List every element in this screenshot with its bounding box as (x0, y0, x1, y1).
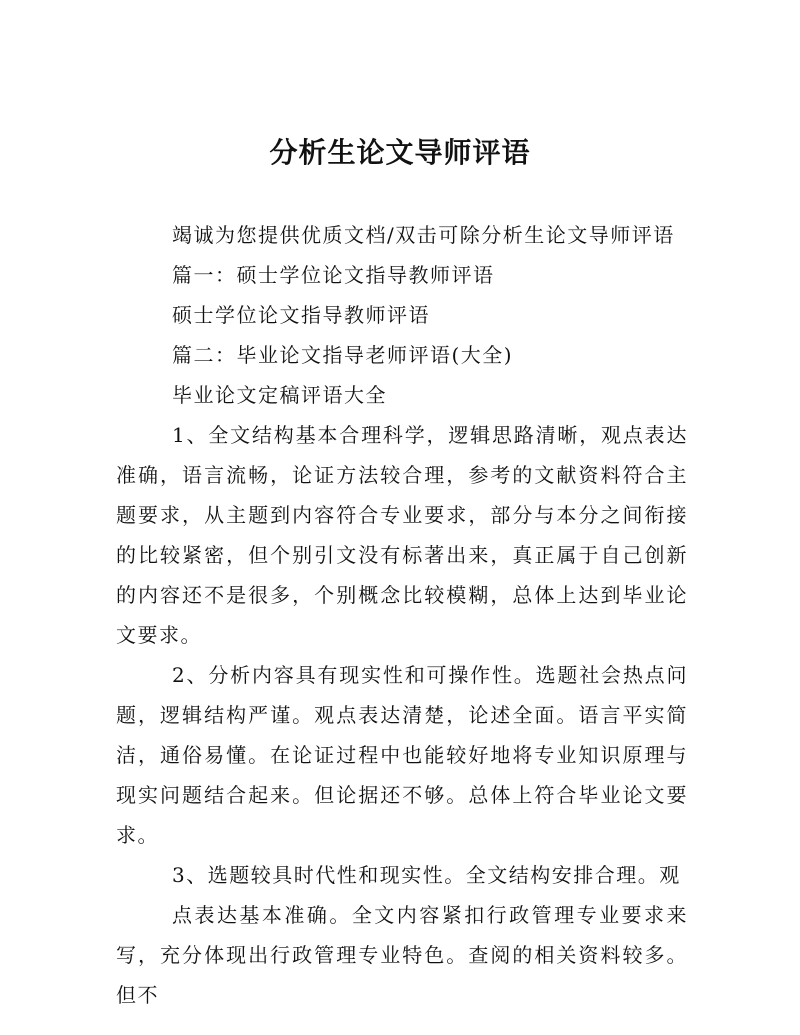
part2-subtitle: 毕业论文定稿评语大全 (172, 383, 387, 407)
part2-heading: 篇二：毕业论文指导老师评语(大全) (172, 343, 514, 367)
document-title: 分析生论文导师评语 (269, 136, 531, 169)
paragraph-3: 3、选题较具时代性和现实性。全文结构安排合理。观 (172, 863, 681, 887)
part1-heading: 篇一：硕士学位论文指导教师评语 (172, 263, 495, 287)
paragraph-2: 2、分析内容具有现实性和可操作性。选题社会热点问题，逻辑结构严谨。观点表达清楚，论述全面。语言平实简洁，通俗易懂。在论证过程中也能较好地将专业知识原理与现实问题结合起来。但论据还不够。总体上符合毕业论文要求。 (116, 663, 688, 847)
document-body (116, 215, 688, 1015)
paragraph-1: 1、全文结构基本合理科学，逻辑思路清晰，观点表达准确，语言流畅，论证方法较合理，参考的文献资料符合主题要求，从主题到内容符合专业要求，部分与本分之间衔接的比较紧密，但个别引文没有标著出来，真正属于自己创新的内容还不是很多，个别概念比较模糊，总体上达到毕业论文要求。 (116, 423, 688, 647)
part1-subtitle: 硕士学位论文指导教师评语 (172, 303, 430, 327)
paragraph-4: 点表达基本准确。全文内容紧扣行政管理专业要求来写，充分体现出行政管理专业特色。查阅的相关资料较多。但不 (116, 903, 688, 1007)
intro-line: 竭诚为您提供优质文档/双击可除分析生论文导师评语 (172, 223, 675, 247)
